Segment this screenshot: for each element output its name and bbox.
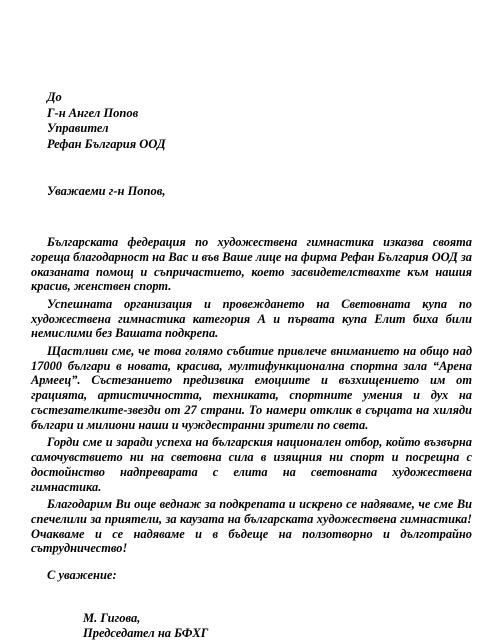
recipient-name: Г-н Ангел Попов (47, 105, 139, 120)
address-to: До (47, 90, 62, 104)
paragraph-thanks: Благодарим Ви още веднаж за подкрепата и искрено се надяваме, че сме Ви спечелили за приятели, за каузата на българската художествена гимнастика! Очакваме и се надяваме и в бъдеще на ползотворно и дълготрайно сътрудничество! (31, 496, 472, 556)
paragraph-organization: Успешната организация и провеждането на Световната купа по художествена гимнастика категория А и първата купа Елит биха били немислими без Вашата подкрепа. (31, 296, 472, 341)
signatory-title: Председател на БФХГ (83, 626, 209, 640)
recipient-company: Рефан България ООД (47, 136, 166, 151)
paragraph-event: Щастливи сме, че това голямо събитие привлече вниманието на общо над 17000 българи в новата, красива, мултифункционална спортна зала “Арена Армеец”. Състезанието предизвика емоциите и възхищението им от грацията, артистичността, техниката, спортните умения и дух на състезателките-звезди от 27 страни. То намери отклик в сърцата на хиляди българи и милиони наши и чуждестранни зрители по света. (31, 343, 472, 432)
paragraph-gratitude: Българската федерация по художествена гимнастика изказва своята гореща благодарност на Вас и във Ваше лице на фирма Рефан България ООД за оказаната помощ и съпричастието, което засвидетелствахте към нашия красив, женствен спорт. (31, 235, 472, 294)
closing: С уважение: (47, 568, 117, 582)
signature-block (83, 611, 208, 641)
recipient-address (47, 90, 166, 152)
salutation: Уважаеми г-н Попов, (47, 184, 166, 198)
recipient-position: Управител (47, 121, 109, 135)
letter-body (31, 235, 472, 559)
signatory-name: М. Гигова, (83, 611, 141, 625)
paragraph-national-team: Горди сме и заради успеха на българския национален отбор, който възвърна самочувствието ни на световна сила в изящния ни спорт и посрещна с достойнство надпреварата с елита на световната художествена гимнастика. (31, 435, 472, 494)
